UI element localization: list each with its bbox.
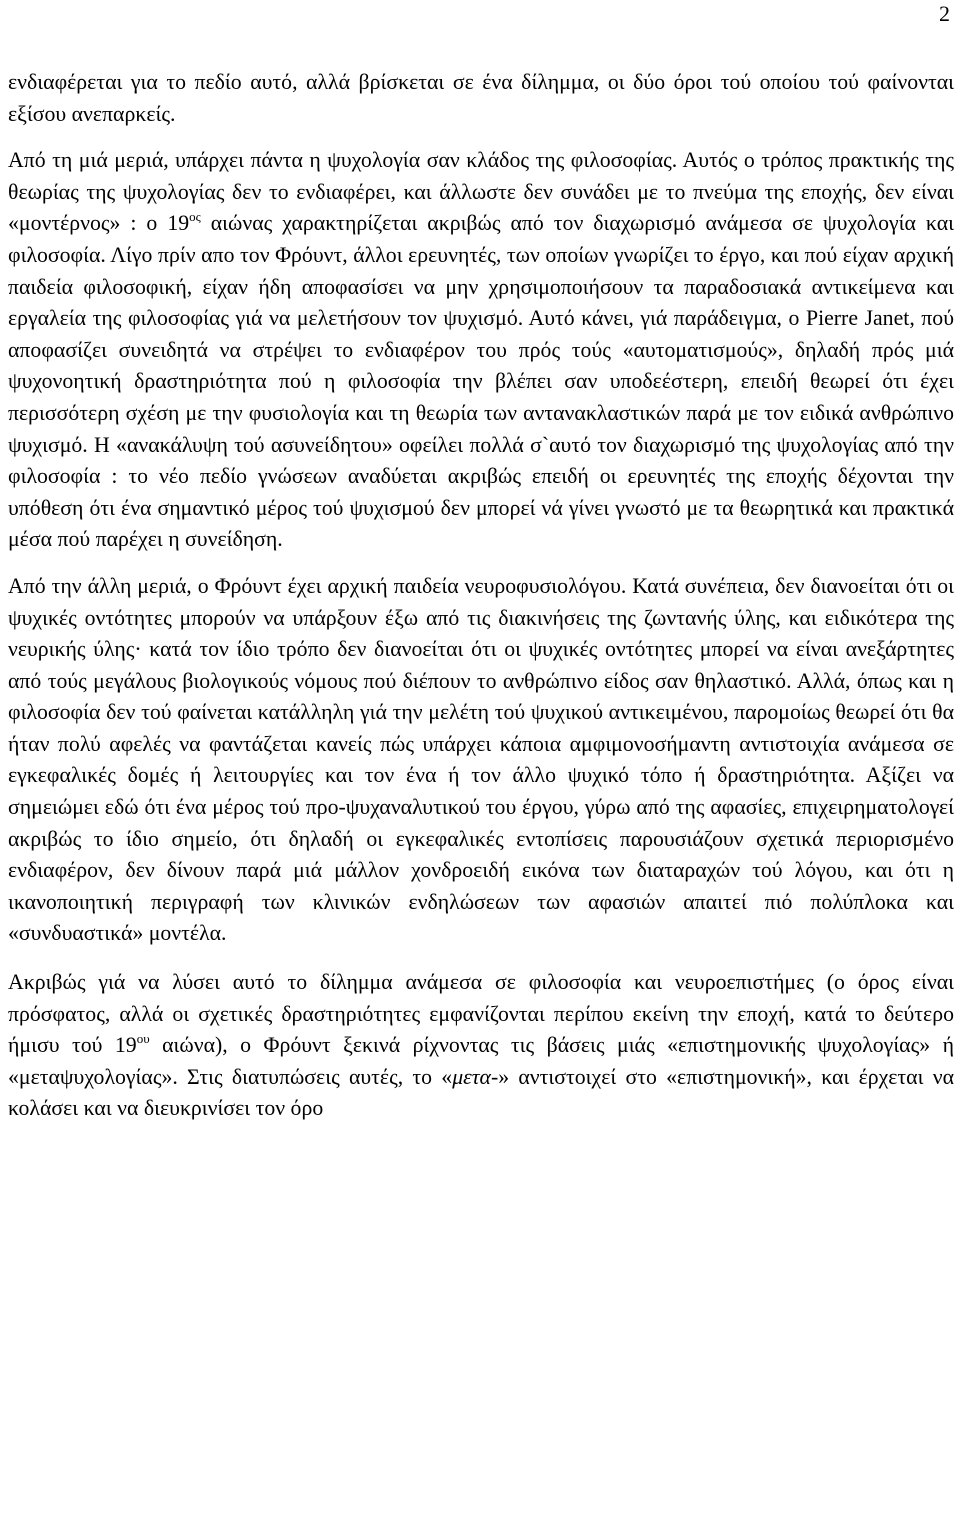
paragraph-4-text-b: αιώνα), ο Φρόυντ ξεκινά ρίχνοντας τις βάσεις μιάς «επιστημονικής ψυχολογίας» ή «μεταψυχολογίας». Στις διατυπώσεις αυτές, το « (8, 1033, 955, 1089)
paragraph-4-text-c: » αντιστοιχεί στο «επιστημονική», και έρχεται να κολάσει και να διευκρινίσει τον όρο (8, 1064, 954, 1121)
paragraph-1: ενδιαφέρεται για το πεδίο αυτό, αλλά βρίσκεται σε ένα δίλημμα, οι δύο όροι τού οποίου τού φαίνονται εξίσου ανεπαρκείς. (8, 70, 954, 126)
paragraph-4-text-a: Ακριβώς γιά να λύσει αυτό το δίλημμα ανάμεσα σε φιλοσοφία και νευροεπιστήμες (ο όρος είναι πρόσφατος, αλλά οι σχετικές δραστηριότητες εμφανίζονται περίπου εκείνη την εποχή, κατά το δεύτερο ήμισυ τού 19 (8, 970, 954, 1058)
paragraph-2-text-a: Από τη μιά μεριά, υπάρχει πάντα η ψυχολογία σαν κλάδος της φιλοσοφίας. Αυτός ο τρόπος πρακτικής της θεωρίας της ψυχολογίας δεν το ενδιαφέρει, και άλλωστε δεν συνάδει με το πνεύμα της εποχής, δεν είναι «μοντέρνος» : ο 19 (8, 148, 954, 236)
document-body (8, 67, 954, 1125)
ordinal-superscript: ος (189, 209, 201, 225)
page-number: 2 (939, 1, 950, 26)
paragraph-3: Από την άλλη μεριά, ο Φρόυντ έχει αρχική παιδεία νευροφυσιολόγου. Κατά συνέπεια, δεν διανοείται ότι οι ψυχικές οντότητες μπορούν να υπάρξουν έξω από τις διακινήσεις της ζωντανής ύλης, και ειδικότερα της νευρικής ύλης· κατά τον ίδιο τρόπο δεν διανοείται ότι οι ψυχικές οντότητες μπορεί να είναι ανεξάρτητες από τούς μεγάλους βιολογικούς νόμους πού διέπουν το ανθρώπινο είδος σαν θηλαστικό. Αλλά, όπως και η φιλοσοφία δεν τού φαίνεται κατάλληλη γιά την μελέτη τού ψυχικού αντικειμένου, παρομοίως θεωρεί ότι θα ήταν πολύ αφελές να φαντάζεται κανείς πώς υπάρχει κάποια αμφιμονοσήμαντη αντιστοιχία ανάμεσα σε εγκεφαλικές δομές ή λειτουργίες και τον ένα ή τον άλλο ψυχικό τόπο ή δραστηριότητα. Αξίζει να σημειώμει εδώ ότι ένα μέρος τού προ-ψυχαναλυτικού του έργου, γύρω από της αφασίες, επιχειρηματολογεί ακριβώς το ίδιο σημείο, ότι δηλαδή οι εγκεφαλικές εντοπίσεις παρουσιάζουν σχετικά περιορισμένο ενδιαφέρον, δεν δίνουν παρά μιά μάλλον χονδροειδή εικόνα των διαταραχών τού λόγου, και ότι η ικανοποιητική περιγραφή των κλινικών ενδηλώσεων των αφασιών απαιτεί πιό πολύπλοκα και «συνδυαστικά» μοντέλα. (8, 573, 954, 946)
paragraph-2-text-b: αιώνας χαρακτηρίζεται ακριβώς από τον διαχωρισμό ανάμεσα σε ψυχολογία και φιλοσοφία. Λίγο πρίν απο τον Φρόυντ, άλλοι ερευνητές, των οποίων γνωρίζει το έργο, και πού είχαν αρχική παιδεία φιλοσοφική, είχαν ήδη αποφασίσει να μην χρησιμοποιήσουν τα παραδοσιακά αντικείμενα και εργαλεία της φιλοσοφίας γιά να μελετήσουν τον ψυχισμό. Αυτό κάνει, γιά παράδειγμα, ο Pierre Janet, πού αποφασίζει συνειδητά να στρέψει το ενδιαφέρον του πρός τούς «αυτοματισμούς», δηλαδή πρός μιά ψυχονοητική δραστηριότητα πού η φιλοσοφία την βλέπει σαν υποδεέστερη, επειδή θεωρεί ότι έχει περισσότερη σχέση με την φυσιολογία και τη θεωρία των αντανακλαστικών παρά με τον ειδικά ανθρώπινο ψυχισμό. Η «ανακάλυψη τού ασυνείδητου» οφείλει πολλά σ`αυτό τον διαχωρισμό της ψυχολογίας από την φιλοσοφία : το νέο πεδίο γνώσεων αναδύεται ακριβώς επειδή οι ερευνητές της εποχής δέχονται την υπόθεση ότι ένα σημαντικό μέρος τού ψυχισμού δεν μπορεί νά γίνει γνωστό με τα θεωρητικά και πρακτικά μέσα πού παρέχει η συνείδηση. (8, 211, 954, 552)
ordinal-superscript: ου (136, 1031, 150, 1047)
paragraph-4 (8, 967, 954, 1125)
paragraph-2 (8, 145, 954, 556)
emphasis-meta: μετα- (452, 1064, 499, 1089)
